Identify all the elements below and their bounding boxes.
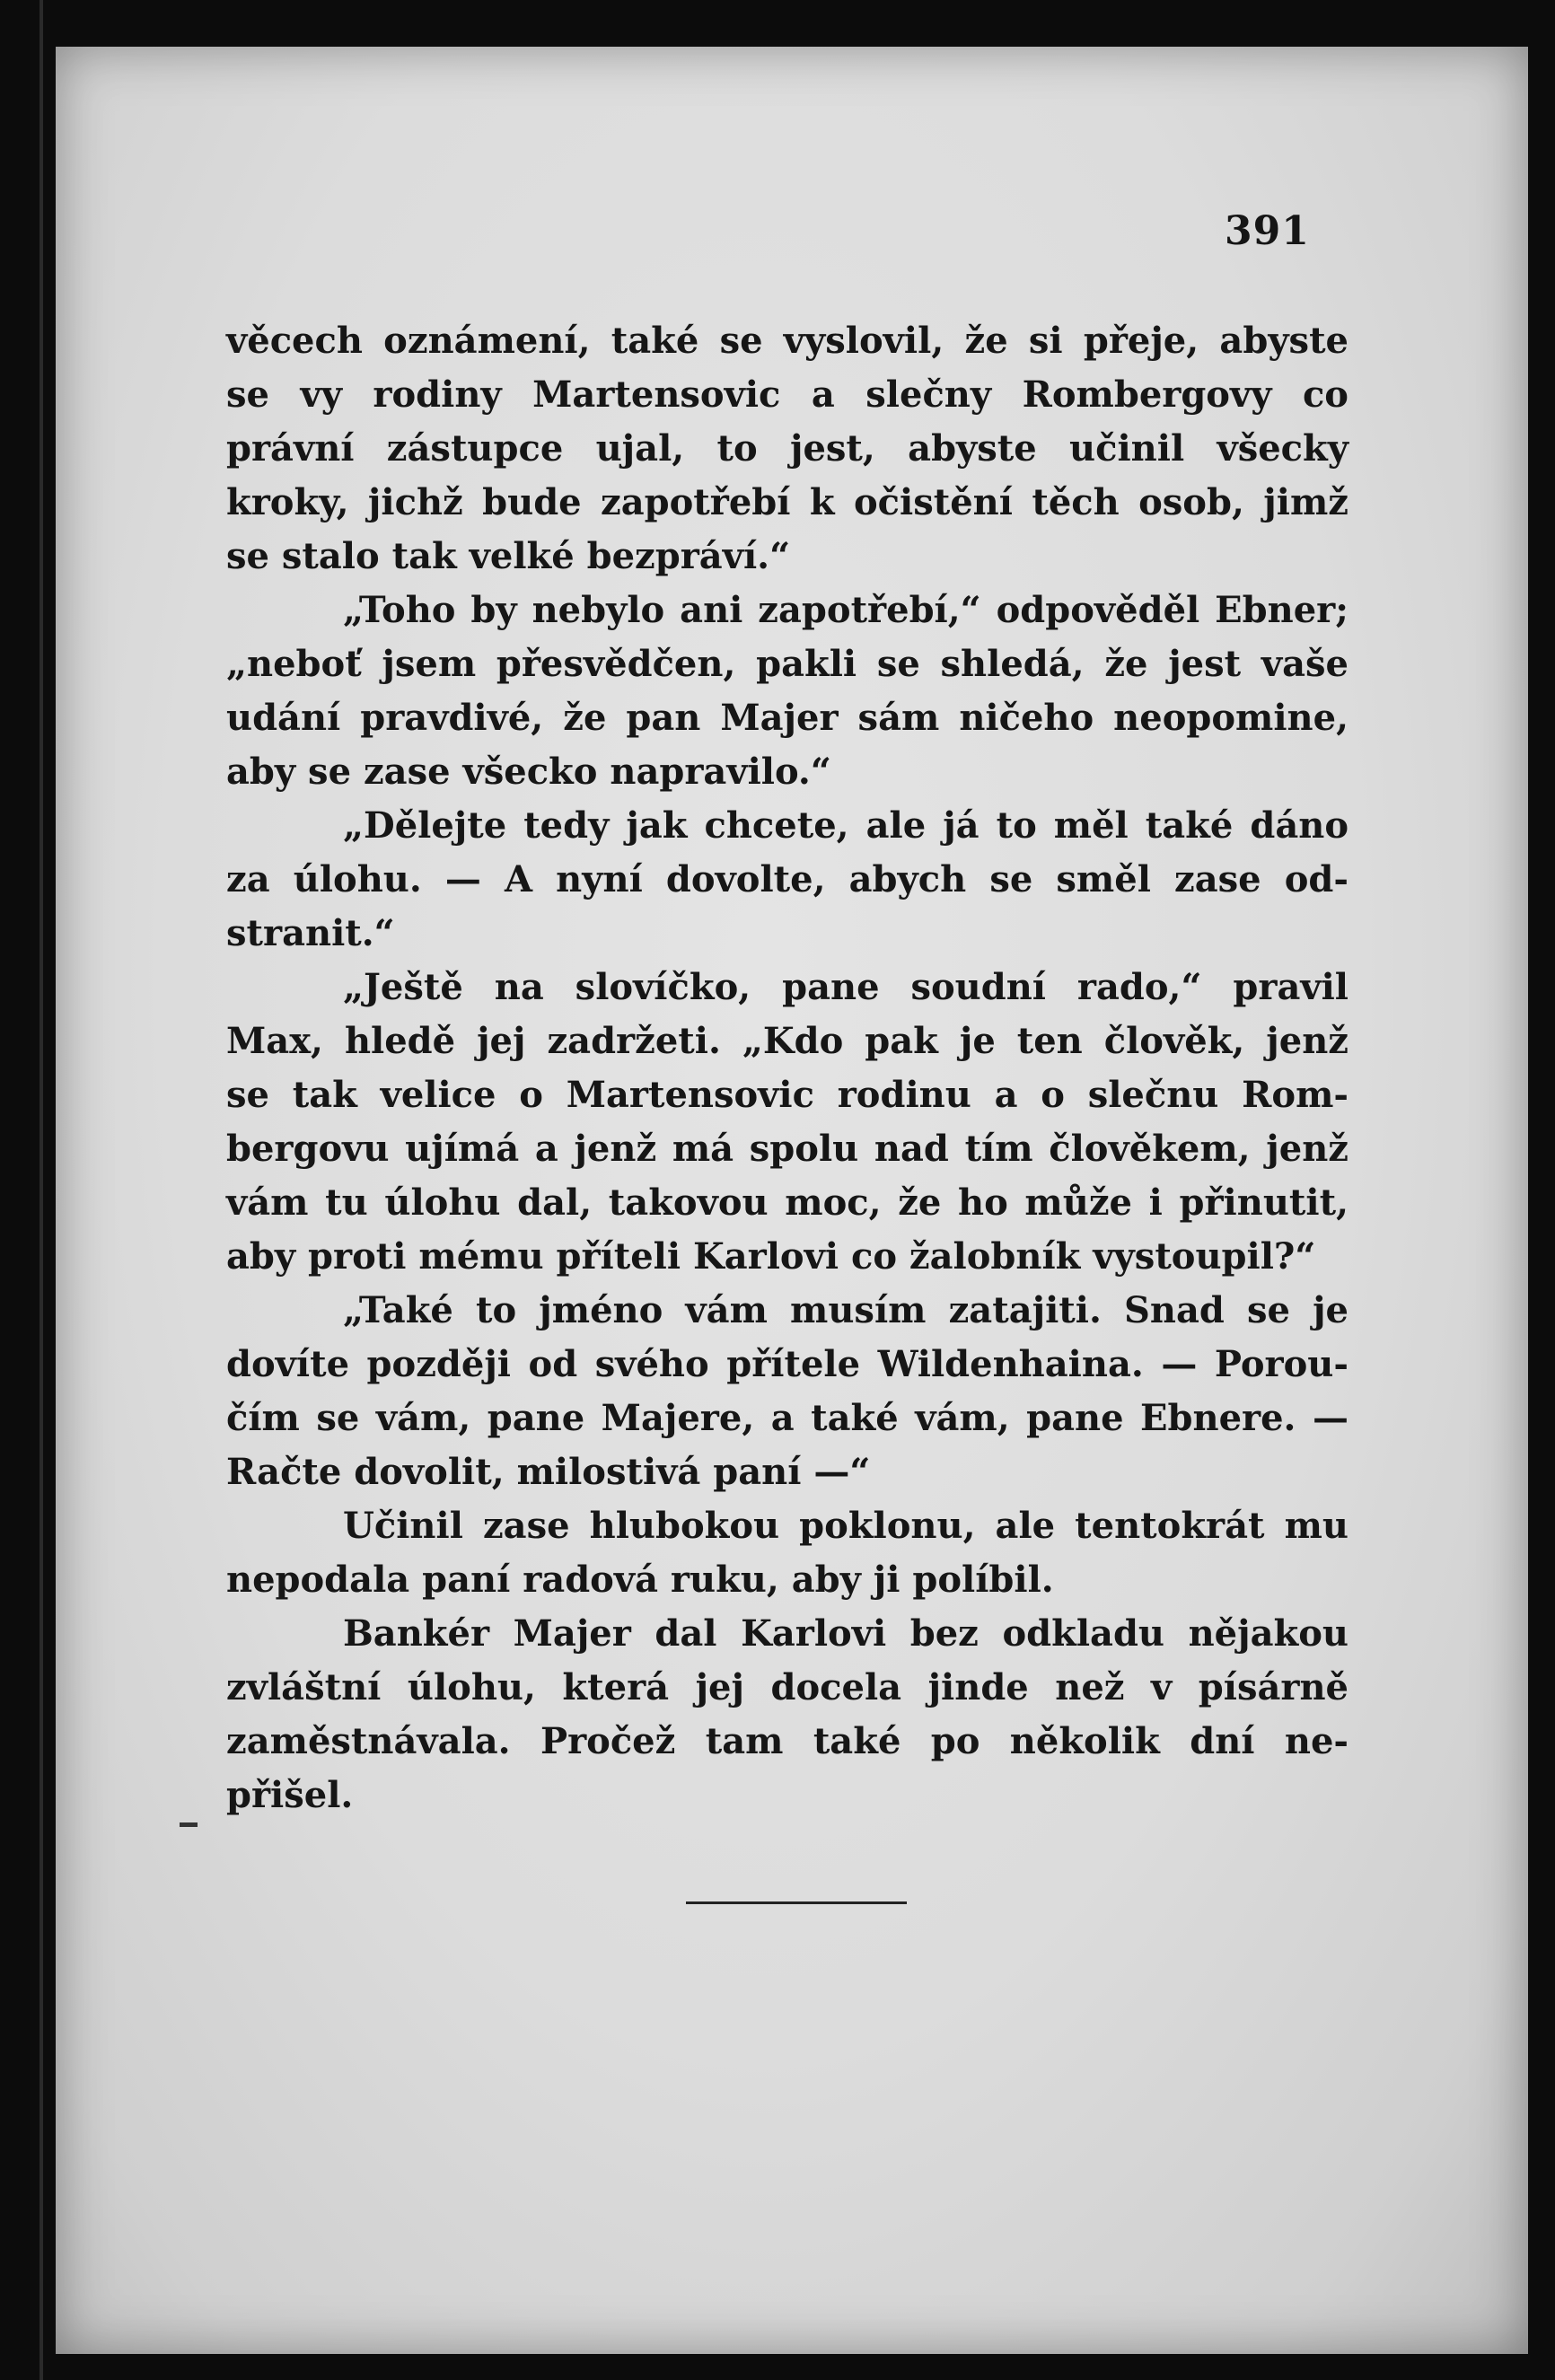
text-line: Max, hledě jej zadržeti. „Kdo pak je ten člověk, jenž xyxy=(226,1020,1349,1062)
text-line: Bankér Majer dal Karlovi bez odkladu nějakou xyxy=(343,1612,1349,1655)
end-rule xyxy=(686,1901,907,1904)
text-line: za úlohu. — A nyní dovolte, abych se směl zase od- xyxy=(226,858,1349,900)
body-text xyxy=(226,314,1349,1822)
text-line: bergovu ujímá a jenž má spolu nad tím člověkem, jenž xyxy=(226,1128,1349,1170)
text-line: čím se vám, pane Majere, a také vám, pane Ebnere. — xyxy=(226,1397,1349,1439)
text-line: dovíte později od svého přítele Wildenhaina. — Porou- xyxy=(226,1343,1349,1385)
text-line: věcech oznámení, také se vyslovil, že si přeje, abyste xyxy=(226,320,1349,362)
text-line: stranit.“ xyxy=(226,912,395,954)
text-line: udání pravdivé, že pan Majer sám ničeho neopomine, xyxy=(226,697,1349,739)
text-line: nepodala paní radová ruku, aby ji políbil. xyxy=(226,1559,1054,1601)
text-line: Račte dovolit, milostivá paní —“ xyxy=(226,1451,871,1493)
text-line: „Také to jméno vám musím zatajiti. Snad se je xyxy=(343,1289,1349,1331)
text-line: „Dělejte tedy jak chcete, ale já to měl také dáno xyxy=(343,804,1349,847)
text-line: vám tu úlohu dal, takovou moc, že ho může i přinutit, xyxy=(226,1181,1349,1224)
page-number: 391 xyxy=(1225,208,1310,254)
text-line: „Toho by nebylo ani zapotřebí,“ odpověděl Ebner; xyxy=(343,589,1349,631)
binding-edge xyxy=(40,0,43,2380)
text-line: zaměstnávala. Pročež tam také po několik dní ne- xyxy=(226,1720,1349,1762)
text-line: přišel. xyxy=(226,1774,354,1816)
text-line: Učinil zase hlubokou poklonu, ale tentokrát mu xyxy=(343,1505,1349,1547)
text-line: se stalo tak velké bezpráví.“ xyxy=(226,535,791,577)
text-line: právní zástupce ujal, to jest, abyste učinil všecky xyxy=(226,427,1349,470)
text-line: zvláštní úlohu, která jej docela jinde než v písárně xyxy=(226,1666,1349,1708)
text-line: aby proti mému příteli Karlovi co žalobník vystoupil?“ xyxy=(226,1235,1316,1278)
text-line: se tak velice o Martensovic rodinu a o slečnu Rom- xyxy=(226,1074,1349,1116)
text-line: se vy rodiny Martensovic a slečny Rombergovy co xyxy=(226,373,1349,416)
margin-mark xyxy=(180,1822,198,1827)
text-line: „Ještě na slovíčko, pane soudní rado,“ pravil xyxy=(343,966,1349,1008)
text-line: „neboť jsem přesvědčen, pakli se shledá, že jest vaše xyxy=(226,643,1349,685)
text-line: aby se zase všecko napravilo.“ xyxy=(226,751,831,793)
text-line: kroky, jichž bude zapotřebí k očistění těch osob, jimž xyxy=(226,481,1349,523)
